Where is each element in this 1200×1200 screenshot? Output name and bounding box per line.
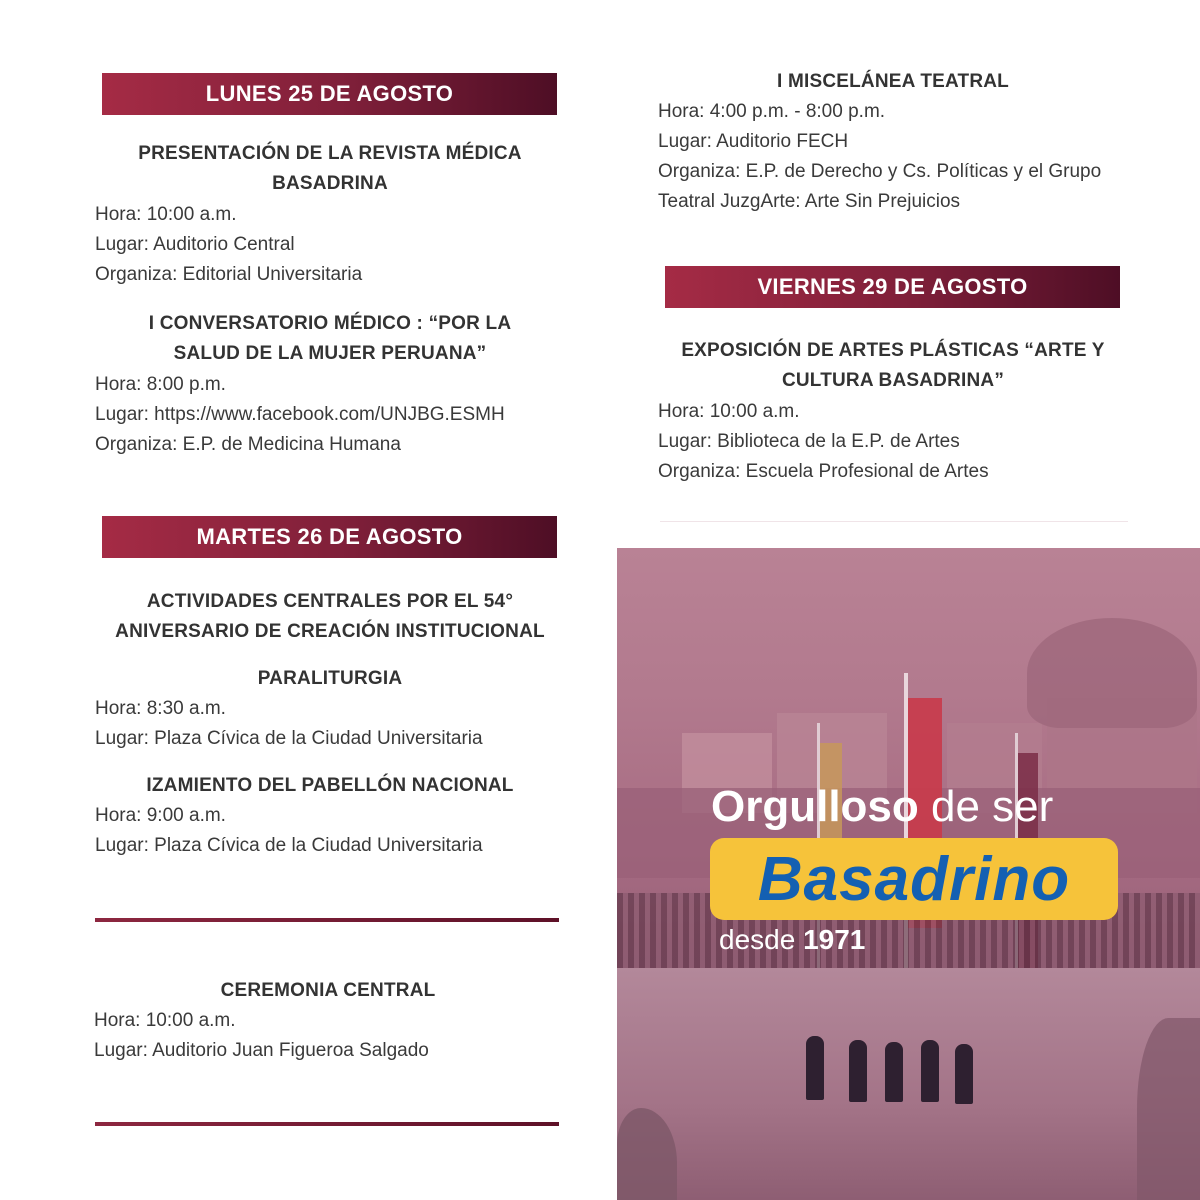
divider bbox=[95, 1122, 559, 1126]
event-hora: Hora: 8:00 p.m. bbox=[95, 374, 226, 395]
tree-shape bbox=[1027, 618, 1197, 728]
event-title-line: SALUD DE LA MUJER PERUANA” bbox=[173, 343, 487, 364]
slogan-since bbox=[719, 924, 865, 956]
event-hora: Hora: 10:00 a.m. bbox=[94, 1010, 236, 1031]
event-title: IZAMIENTO DEL PABELLÓN NACIONAL bbox=[146, 775, 514, 796]
event-lugar[interactable]: Lugar: https://www.facebook.com/UNJBG.ESMH bbox=[95, 404, 505, 425]
event-title: I MISCELÁNEA TEATRAL bbox=[777, 71, 1009, 92]
slogan-since-label: desde bbox=[719, 924, 804, 955]
event-hora: Hora: 10:00 a.m. bbox=[658, 401, 800, 422]
event-title: CEREMONIA CENTRAL bbox=[220, 980, 436, 1001]
day-banner-martes: MARTES 26 DE AGOSTO bbox=[102, 516, 557, 558]
section-heading-line: ACTIVIDADES CENTRALES POR EL 54° bbox=[146, 591, 514, 612]
event-lugar: Lugar: Plaza Cívica de la Ciudad Universitaria bbox=[95, 728, 483, 749]
event-title-line: CULTURA BASADRINA” bbox=[781, 370, 1005, 391]
event-title-line: I CONVERSATORIO MÉDICO : “POR LA bbox=[148, 313, 512, 334]
event-title-line: PRESENTACIÓN DE LA REVISTA MÉDICA bbox=[138, 143, 522, 164]
slogan-line bbox=[711, 782, 1053, 832]
event-lugar: Lugar: Auditorio FECH bbox=[658, 131, 849, 152]
event-organiza: Organiza: Editorial Universitaria bbox=[95, 264, 363, 285]
slogan-bold-word: Orgulloso bbox=[711, 782, 919, 831]
event-lugar: Lugar: Biblioteca de la E.P. de Artes bbox=[658, 431, 960, 452]
section-heading bbox=[90, 587, 570, 647]
person-shape bbox=[885, 1042, 903, 1102]
event-title-line: EXPOSICIÓN DE ARTES PLÁSTICAS “ARTE Y bbox=[681, 340, 1105, 361]
plaza-ground bbox=[617, 968, 1200, 1200]
event-hora: Hora: 8:30 a.m. bbox=[95, 698, 226, 719]
slogan-year: 1971 bbox=[803, 924, 866, 955]
event-title bbox=[95, 309, 565, 369]
event-hora: Hora: 4:00 p.m. - 8:00 p.m. bbox=[658, 101, 886, 122]
event-organiza: Organiza: E.P. de Derecho y Cs. Políticas y el Grupo bbox=[658, 161, 1102, 182]
day-banner-lunes: LUNES 25 DE AGOSTO bbox=[102, 73, 557, 115]
person-shape bbox=[806, 1036, 824, 1100]
person-shape bbox=[955, 1044, 973, 1104]
slogan-highlight-badge bbox=[710, 838, 1118, 920]
person-shape bbox=[849, 1040, 867, 1102]
divider bbox=[95, 918, 559, 922]
section-heading-line: ANIVERSARIO DE CREACIÓN INSTITUCIONAL bbox=[115, 621, 545, 642]
slogan-rest: de ser bbox=[918, 782, 1054, 831]
shrub-shape bbox=[1137, 1018, 1200, 1200]
event-organiza: Organiza: E.P. de Medicina Humana bbox=[95, 434, 401, 455]
event-lugar: Lugar: Plaza Cívica de la Ciudad Universitaria bbox=[95, 835, 483, 856]
event-hora: Hora: 9:00 a.m. bbox=[95, 805, 226, 826]
faint-divider bbox=[660, 521, 1128, 522]
event-title bbox=[95, 139, 565, 199]
event-title bbox=[658, 336, 1128, 396]
event-lugar: Lugar: Auditorio Juan Figueroa Salgado bbox=[94, 1040, 429, 1061]
event-organiza: Organiza: Escuela Profesional de Artes bbox=[658, 461, 989, 482]
slogan-highlight-text: Basadrino bbox=[757, 844, 1071, 914]
event-hora: Hora: 10:00 a.m. bbox=[95, 204, 237, 225]
event-title-line: BASADRINA bbox=[272, 173, 388, 194]
event-organiza-cont: Teatral JuzgArte: Arte Sin Prejuicios bbox=[658, 191, 961, 212]
day-banner-viernes: VIERNES 29 DE AGOSTO bbox=[665, 266, 1120, 308]
event-lugar: Lugar: Auditorio Central bbox=[95, 234, 295, 255]
person-shape bbox=[921, 1040, 939, 1102]
event-title: PARALITURGIA bbox=[257, 668, 403, 689]
